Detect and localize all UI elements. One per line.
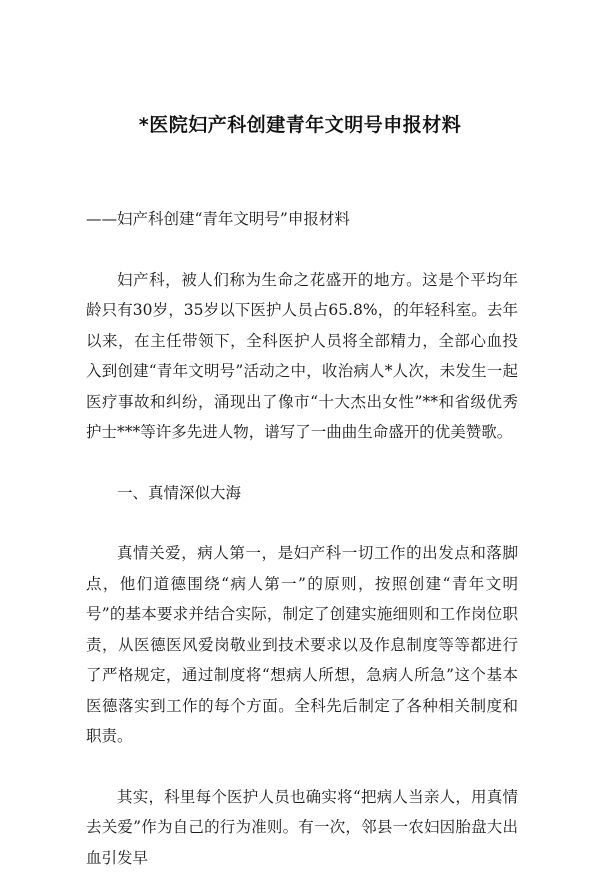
paragraph-spacer [86, 752, 518, 782]
section-heading: 一、真情深似大海 [86, 478, 518, 509]
document-title: *医院妇产科创建青年文明号申报材料 [0, 110, 600, 137]
paragraph-spacer [86, 508, 518, 538]
document-body [86, 204, 518, 873]
document-subtitle: ——妇产科创建“青年文明号”申报材料 [86, 204, 518, 235]
paragraph-spacer [86, 448, 518, 478]
paragraph-intro: 妇产科，被人们称为生命之花盛开的地方。这是个平均年龄只有30岁，35岁以下医护人员占65.8%，的年轻科室。去年以来，在主任带领下，全科医护人员将全部精力，全部心血投入到创建“青年文明号”活动之中，收治病人*人次，未发生一起医疗事故和纠纷，涌现出了像市“十大杰出女性”**和省级优秀护士***等许多先进人物，谱写了一曲曲生命盛开的优美赞歌。 [86, 265, 518, 448]
paragraph-example: 其实，科里每个医护人员也确实将“把病人当亲人，用真情去关爱”作为自己的行为准则。有一次，邻县一农妇因胎盘大出血引发早 [86, 782, 518, 873]
paragraph-section-one: 真情关爱，病人第一，是妇产科一切工作的出发点和落脚点，他们道德围绕“病人第一”的原则，按照创建“青年文明号”的基本要求并结合实际，制定了创建实施细则和工作岗位职责，从医德医风爱岗敬业到技术要求以及作息制度等等都进行了严格规定，通过制度将“想病人所想，急病人所急”这个基本医德落实到工作的每个方面。全科先后制定了各种相关制度和职责。 [86, 538, 518, 752]
